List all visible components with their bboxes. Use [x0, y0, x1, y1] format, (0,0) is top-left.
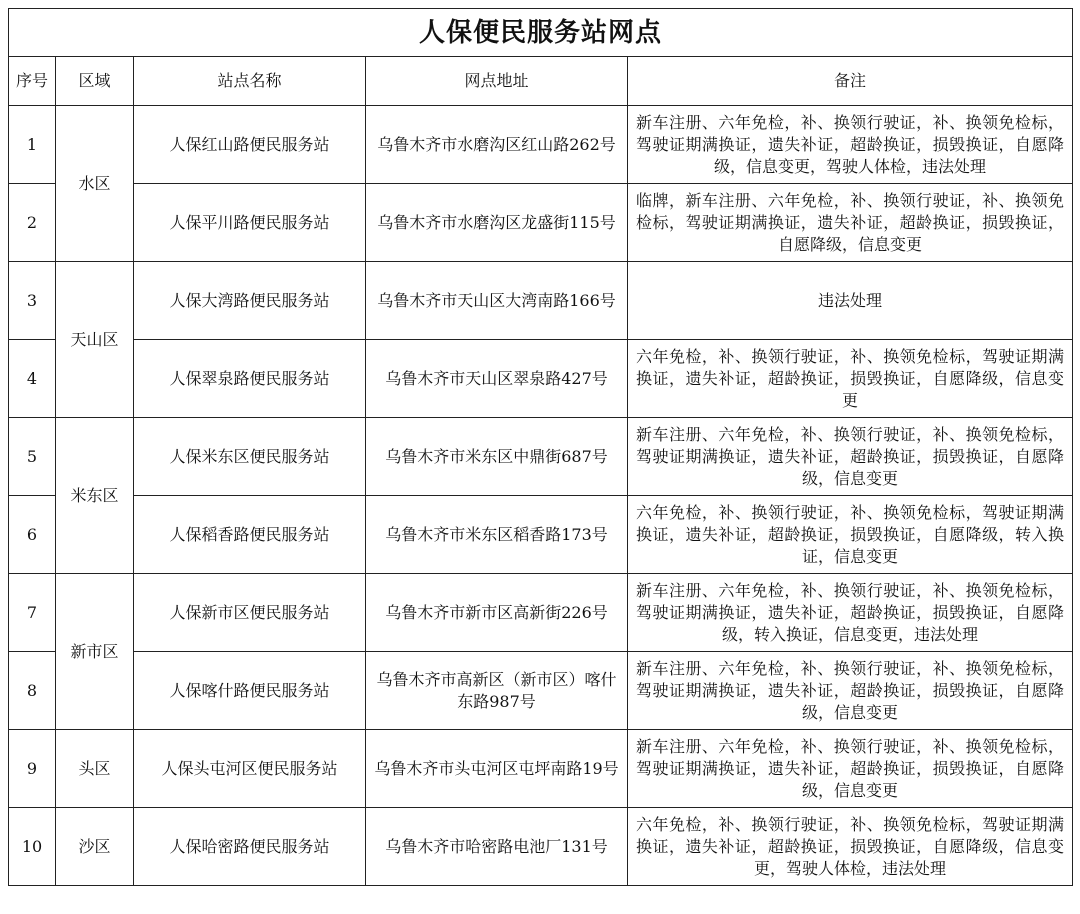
header-address: 网点地址: [366, 57, 628, 106]
header-row: [9, 57, 1073, 106]
table-row: [9, 808, 1073, 886]
page-title: 人保便民服务站网点: [9, 9, 1073, 57]
row-address: 乌鲁木齐市头屯河区屯坪南路19号: [366, 730, 628, 808]
header-district: 区域: [56, 57, 134, 106]
row-index: 8: [9, 652, 56, 730]
row-station-name: 人保新市区便民服务站: [134, 574, 366, 652]
table-row: [9, 652, 1073, 730]
row-address: 乌鲁木齐市米东区中鼎街687号: [366, 418, 628, 496]
row-remark: 六年免检，补、换领行驶证，补、换领免检标，驾驶证期满换证，遗失补证，超龄换证，损毁换证，自愿降级，信息变更，驾驶人体检，违法处理: [628, 808, 1073, 886]
row-index: 6: [9, 496, 56, 574]
row-station-name: 人保哈密路便民服务站: [134, 808, 366, 886]
row-index: 1: [9, 106, 56, 184]
table-row: [9, 574, 1073, 652]
row-district: 天山区: [56, 262, 134, 418]
table-row: [9, 184, 1073, 262]
service-station-table: [8, 8, 1073, 886]
row-remark: 临牌，新车注册、六年免检，补、换领行驶证，补、换领免检标，驾驶证期满换证，遗失补证，超龄换证，损毁换证，自愿降级，信息变更: [628, 184, 1073, 262]
title-row: [9, 9, 1073, 57]
row-station-name: 人保米东区便民服务站: [134, 418, 366, 496]
row-index: 5: [9, 418, 56, 496]
row-remark: 新车注册、六年免检，补、换领行驶证，补、换领免检标，驾驶证期满换证，遗失补证，超龄换证，损毁换证，自愿降级，信息变更: [628, 418, 1073, 496]
row-index: 9: [9, 730, 56, 808]
row-station-name: 人保喀什路便民服务站: [134, 652, 366, 730]
row-address: 乌鲁木齐市水磨沟区红山路262号: [366, 106, 628, 184]
header-station-name: 站点名称: [134, 57, 366, 106]
row-district: 头区: [56, 730, 134, 808]
row-station-name: 人保红山路便民服务站: [134, 106, 366, 184]
row-station-name: 人保翠泉路便民服务站: [134, 340, 366, 418]
row-station-name: 人保平川路便民服务站: [134, 184, 366, 262]
row-address: 乌鲁木齐市水磨沟区龙盛街115号: [366, 184, 628, 262]
row-district: 新市区: [56, 574, 134, 730]
row-remark: 新车注册、六年免检，补、换领行驶证，补、换领免检标，驾驶证期满换证，遗失补证，超龄换证，损毁换证，自愿降级，信息变更: [628, 730, 1073, 808]
row-index: 4: [9, 340, 56, 418]
row-remark: 新车注册、六年免检，补、换领行驶证，补、换领免检标，驾驶证期满换证，遗失补证，超龄换证，损毁换证，自愿降级，信息变更，驾驶人体检，违法处理: [628, 106, 1073, 184]
row-address: 乌鲁木齐市新市区高新街226号: [366, 574, 628, 652]
row-station-name: 人保大湾路便民服务站: [134, 262, 366, 340]
row-index: 10: [9, 808, 56, 886]
table-row: [9, 340, 1073, 418]
header-remark: 备注: [628, 57, 1073, 106]
row-address: 乌鲁木齐市米东区稻香路173号: [366, 496, 628, 574]
row-remark: 六年免检，补、换领行驶证，补、换领免检标，驾驶证期满换证，遗失补证，超龄换证，损毁换证，自愿降级，转入换证，信息变更: [628, 496, 1073, 574]
row-district: 米东区: [56, 418, 134, 574]
table-row: [9, 418, 1073, 496]
row-remark: 违法处理: [628, 262, 1073, 340]
row-address: 乌鲁木齐市天山区翠泉路427号: [366, 340, 628, 418]
table-row: [9, 496, 1073, 574]
table-row: [9, 106, 1073, 184]
table-row: [9, 730, 1073, 808]
row-station-name: 人保稻香路便民服务站: [134, 496, 366, 574]
row-remark: 新车注册、六年免检，补、换领行驶证，补、换领免检标，驾驶证期满换证，遗失补证，超龄换证，损毁换证，自愿降级，信息变更: [628, 652, 1073, 730]
row-address: 乌鲁木齐市天山区大湾南路166号: [366, 262, 628, 340]
row-address: 乌鲁木齐市高新区（新市区）喀什东路987号: [366, 652, 628, 730]
header-index: 序号: [9, 57, 56, 106]
row-address: 乌鲁木齐市哈密路电池厂131号: [366, 808, 628, 886]
service-station-sheet: [8, 8, 1072, 906]
row-index: 2: [9, 184, 56, 262]
row-index: 7: [9, 574, 56, 652]
row-station-name: 人保头屯河区便民服务站: [134, 730, 366, 808]
row-remark: 新车注册、六年免检，补、换领行驶证，补、换领免检标，驾驶证期满换证，遗失补证，超龄换证，损毁换证，自愿降级，转入换证，信息变更，违法处理: [628, 574, 1073, 652]
row-district: 沙区: [56, 808, 134, 886]
row-remark: 六年免检，补、换领行驶证，补、换领免检标，驾驶证期满换证，遗失补证，超龄换证，损毁换证，自愿降级，信息变更: [628, 340, 1073, 418]
row-index: 3: [9, 262, 56, 340]
table-row: [9, 262, 1073, 340]
row-district: 水区: [56, 106, 134, 262]
